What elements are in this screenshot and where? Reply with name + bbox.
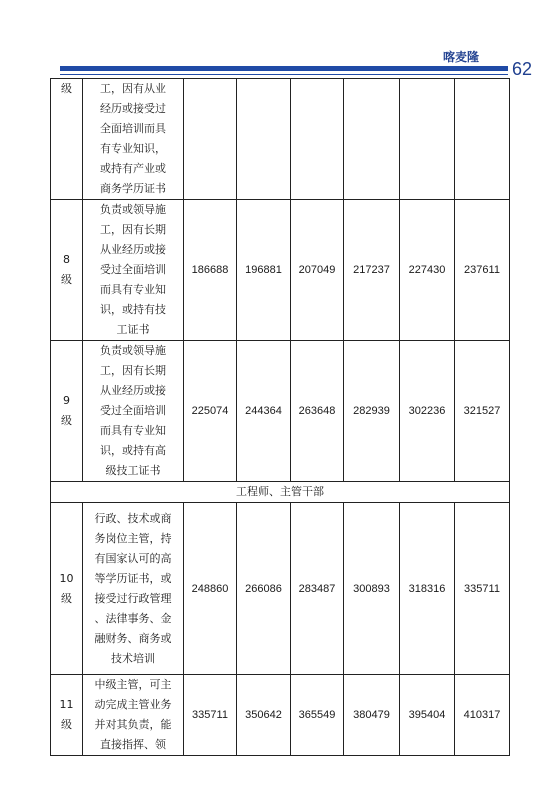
- table-body-bottom: [51, 503, 510, 756]
- description-line: 从业经历或接: [100, 243, 166, 256]
- description-cell: [83, 675, 184, 756]
- value-cell: 227430: [400, 200, 455, 341]
- description-line: 负责或领导施: [100, 344, 166, 357]
- value-cell: [455, 79, 510, 200]
- value-cell: 350642: [237, 675, 291, 756]
- section-heading: 工程师、主管干部: [51, 482, 510, 503]
- description-line: 而具有专业知: [100, 283, 166, 296]
- description-cell: [83, 503, 184, 675]
- value-cell: 380479: [344, 675, 400, 756]
- table-row: [51, 341, 510, 482]
- value-cell: 263648: [291, 341, 344, 482]
- header-title: 喀麦隆: [443, 50, 480, 64]
- level-suffix: 级: [61, 414, 72, 427]
- description-line: 商务学历证书: [100, 182, 166, 195]
- description-line: 工，因有从业: [100, 82, 166, 95]
- value-cell: [344, 79, 400, 200]
- description-line: 全面培训而具: [100, 122, 166, 135]
- level-cell: [51, 79, 83, 200]
- description-line: 务岗位主管，持: [94, 531, 172, 545]
- value-cell: 186688: [184, 200, 237, 341]
- description-line: 行政、技术或商: [94, 511, 172, 525]
- value-cell: 335711: [455, 503, 510, 675]
- description-line: 技术培训: [111, 651, 155, 665]
- level-suffix: 级: [61, 591, 72, 605]
- description-line: 受过全面培训: [100, 404, 166, 417]
- table-row: [51, 503, 510, 675]
- value-cell: 395404: [400, 675, 455, 756]
- header-rule-thick: [60, 66, 508, 71]
- description-line: 有国家认可的高: [94, 551, 172, 565]
- description-line: 、法律事务、金: [94, 611, 172, 625]
- description-line: 受过全面培训: [100, 263, 166, 276]
- description-line: 并对其负责，能: [94, 718, 172, 731]
- description-line: 识，或持有高: [100, 444, 166, 457]
- description-line: 融财务、商务或: [94, 631, 172, 645]
- description-line: 等学历证书，或: [94, 571, 172, 585]
- description-line: 而具有专业知: [100, 424, 166, 437]
- value-cell: 196881: [237, 200, 291, 341]
- table-row: [51, 79, 510, 200]
- value-cell: 225074: [184, 341, 237, 482]
- value-cell: 335711: [184, 675, 237, 756]
- description-line: 工，因有长期: [100, 223, 166, 236]
- table-body-top: [51, 79, 510, 482]
- description-line: 级技工证书: [105, 464, 161, 477]
- value-cell: 207049: [291, 200, 344, 341]
- section-row: [51, 482, 510, 503]
- page-number: 62: [512, 59, 533, 79]
- value-cell: 283487: [291, 503, 344, 675]
- value-cell: 244364: [237, 341, 291, 482]
- description-cell: [83, 200, 184, 341]
- level-number: 10: [59, 571, 74, 585]
- value-cell: 217237: [344, 200, 400, 341]
- description-line: 负责或领导施: [100, 203, 166, 216]
- salary-table: [50, 78, 510, 756]
- level-number: 8: [63, 253, 70, 266]
- value-cell: 302236: [400, 341, 455, 482]
- value-cell: 318316: [400, 503, 455, 675]
- description-line: 直接指挥、领: [100, 738, 166, 751]
- level-number: 9: [63, 394, 70, 407]
- value-cell: 410317: [455, 675, 510, 756]
- level-number: 11: [59, 698, 74, 711]
- value-cell: 365549: [291, 675, 344, 756]
- level-cell: [51, 341, 83, 482]
- description-cell: [83, 79, 184, 200]
- value-cell: [291, 79, 344, 200]
- value-cell: [400, 79, 455, 200]
- description-line: 经历或接受过: [100, 102, 166, 115]
- description-line: 识，或持有技: [100, 303, 166, 316]
- value-cell: 300893: [344, 503, 400, 675]
- description-line: 动完成主管业务: [94, 698, 172, 711]
- value-cell: 248860: [184, 503, 237, 675]
- level-suffix: 级: [61, 718, 72, 731]
- level-cell: [51, 200, 83, 341]
- description-line: 中级主管，可主: [94, 678, 172, 691]
- value-cell: 321527: [455, 341, 510, 482]
- value-cell: [237, 79, 291, 200]
- description-line: 或持有产业或: [100, 162, 166, 175]
- level-suffix: 级: [61, 82, 72, 95]
- value-cell: 237611: [455, 200, 510, 341]
- description-line: 工证书: [116, 323, 150, 336]
- value-cell: 266086: [237, 503, 291, 675]
- level-cell: [51, 675, 83, 756]
- table-row: [51, 675, 510, 756]
- description-cell: [83, 341, 184, 482]
- header-rule-thin: [60, 74, 508, 75]
- description-line: 有专业知识，: [100, 142, 166, 155]
- description-line: 接受过行政管理: [94, 591, 172, 605]
- table-row: [51, 200, 510, 341]
- value-cell: 282939: [344, 341, 400, 482]
- description-line: 从业经历或接: [100, 384, 166, 397]
- level-suffix: 级: [61, 273, 72, 286]
- value-cell: [184, 79, 237, 200]
- level-cell: [51, 503, 83, 675]
- description-line: 工，因有长期: [100, 364, 166, 377]
